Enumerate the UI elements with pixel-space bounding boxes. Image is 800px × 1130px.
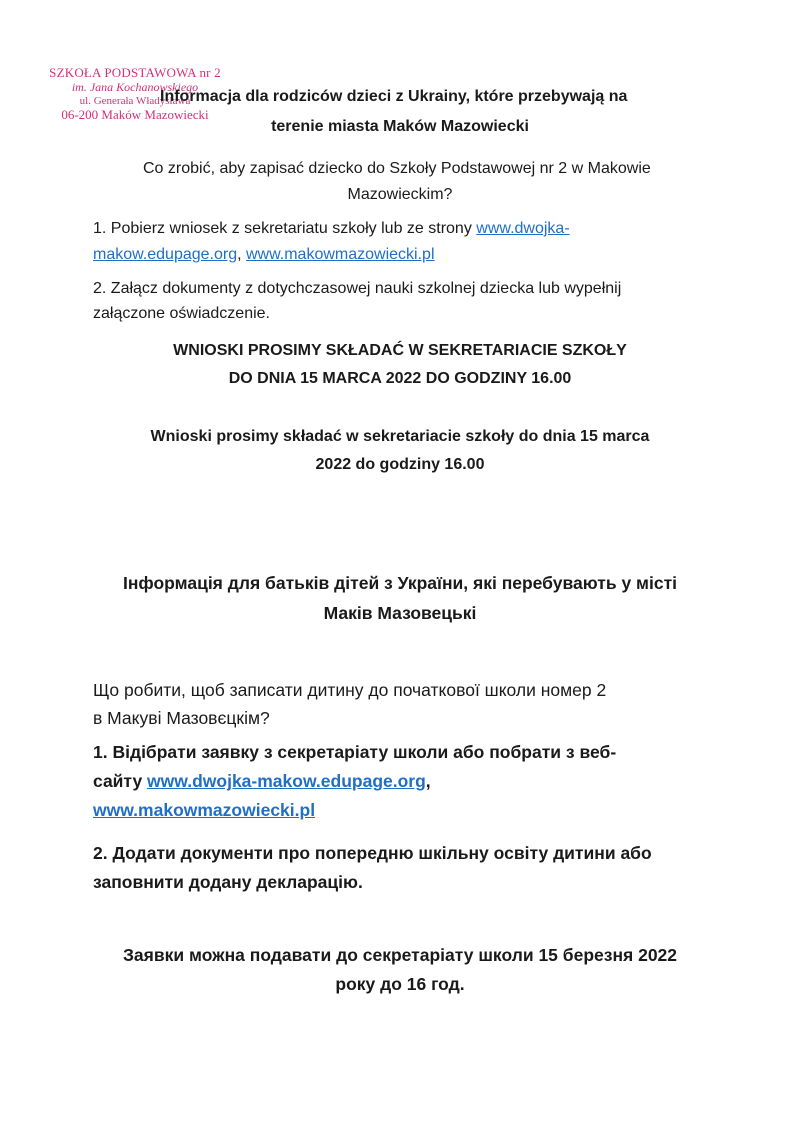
ua-step-1-line-3 (93, 800, 315, 821)
stamp-line-3: ul. Generała Władysława (79, 95, 191, 107)
ua-step-1-line-2 (93, 771, 431, 792)
ua-question-line-2: в Макуві Мазовєцкім? (93, 708, 270, 728)
stamp-line-4: 06-200 Maków Mazowiecki (61, 107, 209, 122)
pl-step-1-line-1 (93, 220, 570, 238)
pl-step-1-line-2 (93, 246, 435, 264)
stamp-line-2: im. Jana Kochanowskiego (71, 80, 199, 94)
pl-title-line-1: Informacja dla rodziców dzieci z Ukrainy, które przebywają na (160, 88, 628, 105)
ua-step-1-link-1[interactable]: www.dwojka-makow.edupage.org (147, 771, 426, 791)
ua-step-1-link-2[interactable]: www.makowmazowiecki.pl (93, 800, 316, 820)
ua-title-line-2: Маків Мазовецькі (323, 603, 477, 623)
ua-step-1-prefix: сайту (93, 771, 148, 791)
pl-step-2-line-1: 2. Załącz dokumenty z dotychczasowej nauki szkolnej dziecka lub wypełnij (93, 280, 622, 297)
pl-caps-line-2: DO DNIA 15 MARCA 2022 DO GODZINY 16.00 (228, 370, 572, 387)
pl-step-2-line-2: załączone oświadczenie. (93, 305, 270, 322)
ua-deadline-line-1: Заявки можна подавати до секретаріату школи 15 березня 2022 (122, 945, 678, 965)
pl-question-line-1: Co zrobić, aby zapisać dziecko do Szkoły Podstawowej nr 2 w Makowie (143, 160, 651, 177)
pl-caps-line-1: WNIOSKI PROSIMY SKŁADAĆ W SEKRETARIACIE SZKOŁY (173, 342, 627, 359)
pl-title-line-2: terenie miasta Maków Mazowiecki (271, 118, 529, 135)
ua-step-1-separator: , (425, 771, 431, 791)
pl-step-1-text: 1. Pobierz wniosek z sekretariatu szkoły lub ze strony (93, 220, 477, 237)
ua-step-2-line-2: заповнити додану декларацію. (93, 872, 363, 892)
stamp-line-1: SZKOŁA PODSTAWOWA nr 2 (49, 65, 221, 80)
ua-title-line-1: Інформація для батьків дітей з України, які перебувають у місті (122, 573, 678, 593)
ua-deadline-line-2: року до 16 год. (335, 974, 465, 994)
ua-step-1-line-1: 1. Відібрати заявку з секретаріату школи або побрати з веб- (93, 742, 617, 762)
pl-deadline-line-2: 2022 do godziny 16.00 (315, 456, 485, 473)
pl-question-line-2: Mazowieckim? (347, 186, 453, 203)
pl-step-1-link-2[interactable]: www.makowmazowiecki.pl (246, 246, 435, 263)
pl-step-1-separator: , (237, 246, 246, 263)
pl-deadline-line-1: Wnioski prosimy składać w sekretariacie szkoły do dnia 15 marca (150, 428, 650, 445)
pl-step-1-link-part-2[interactable]: makow.edupage.org (93, 246, 238, 263)
pl-step-1-link-part-1[interactable]: www.dwojka- (476, 220, 570, 237)
ua-step-2-line-1: 2. Додати документи про попередню шкільну освіту дитини або (93, 843, 652, 863)
ua-question-line-1: Що робити, щоб записати дитину до початкової школи номер 2 (93, 680, 607, 700)
